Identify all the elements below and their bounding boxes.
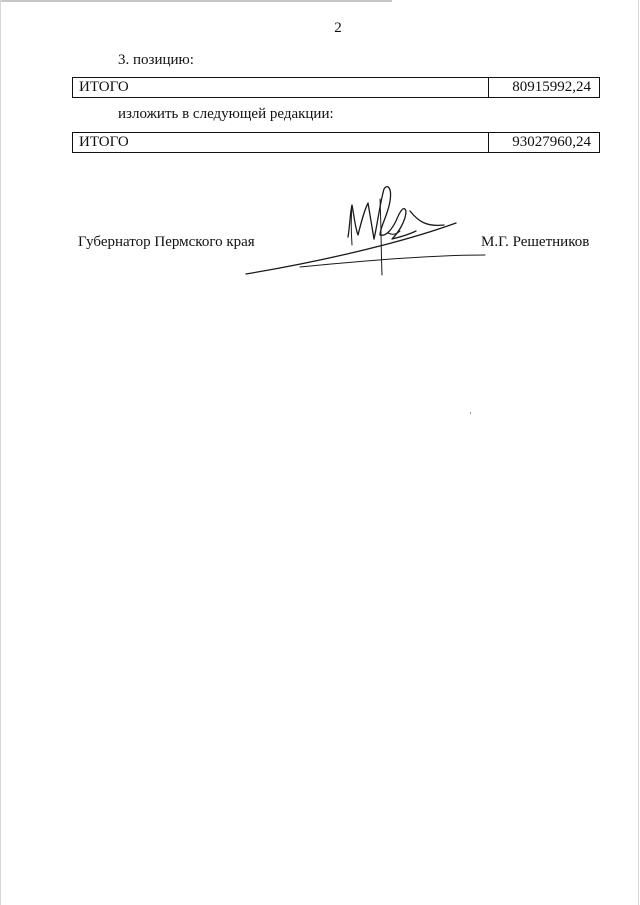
old-total-label: ИТОГО [73,78,489,97]
clause-instruction: изложить в следующей редакции: [118,106,334,122]
new-total-row [72,132,600,153]
old-total-value: 80915992,24 [512,79,591,95]
new-total-label: ИТОГО [73,133,489,152]
scan-speck [470,412,471,414]
handwritten-signature [240,175,490,285]
scan-right-edge [638,0,639,905]
clause-intro: 3. позицию: [118,52,194,68]
old-total-row [72,77,600,98]
scan-top-edge [0,0,392,2]
signer-name: М.Г. Решетников [481,234,590,250]
signer-title: Губернатор Пермского края [78,234,255,250]
scan-left-edge [0,0,1,905]
new-total-value: 93027960,24 [512,134,591,150]
page-number: 2 [334,20,342,36]
